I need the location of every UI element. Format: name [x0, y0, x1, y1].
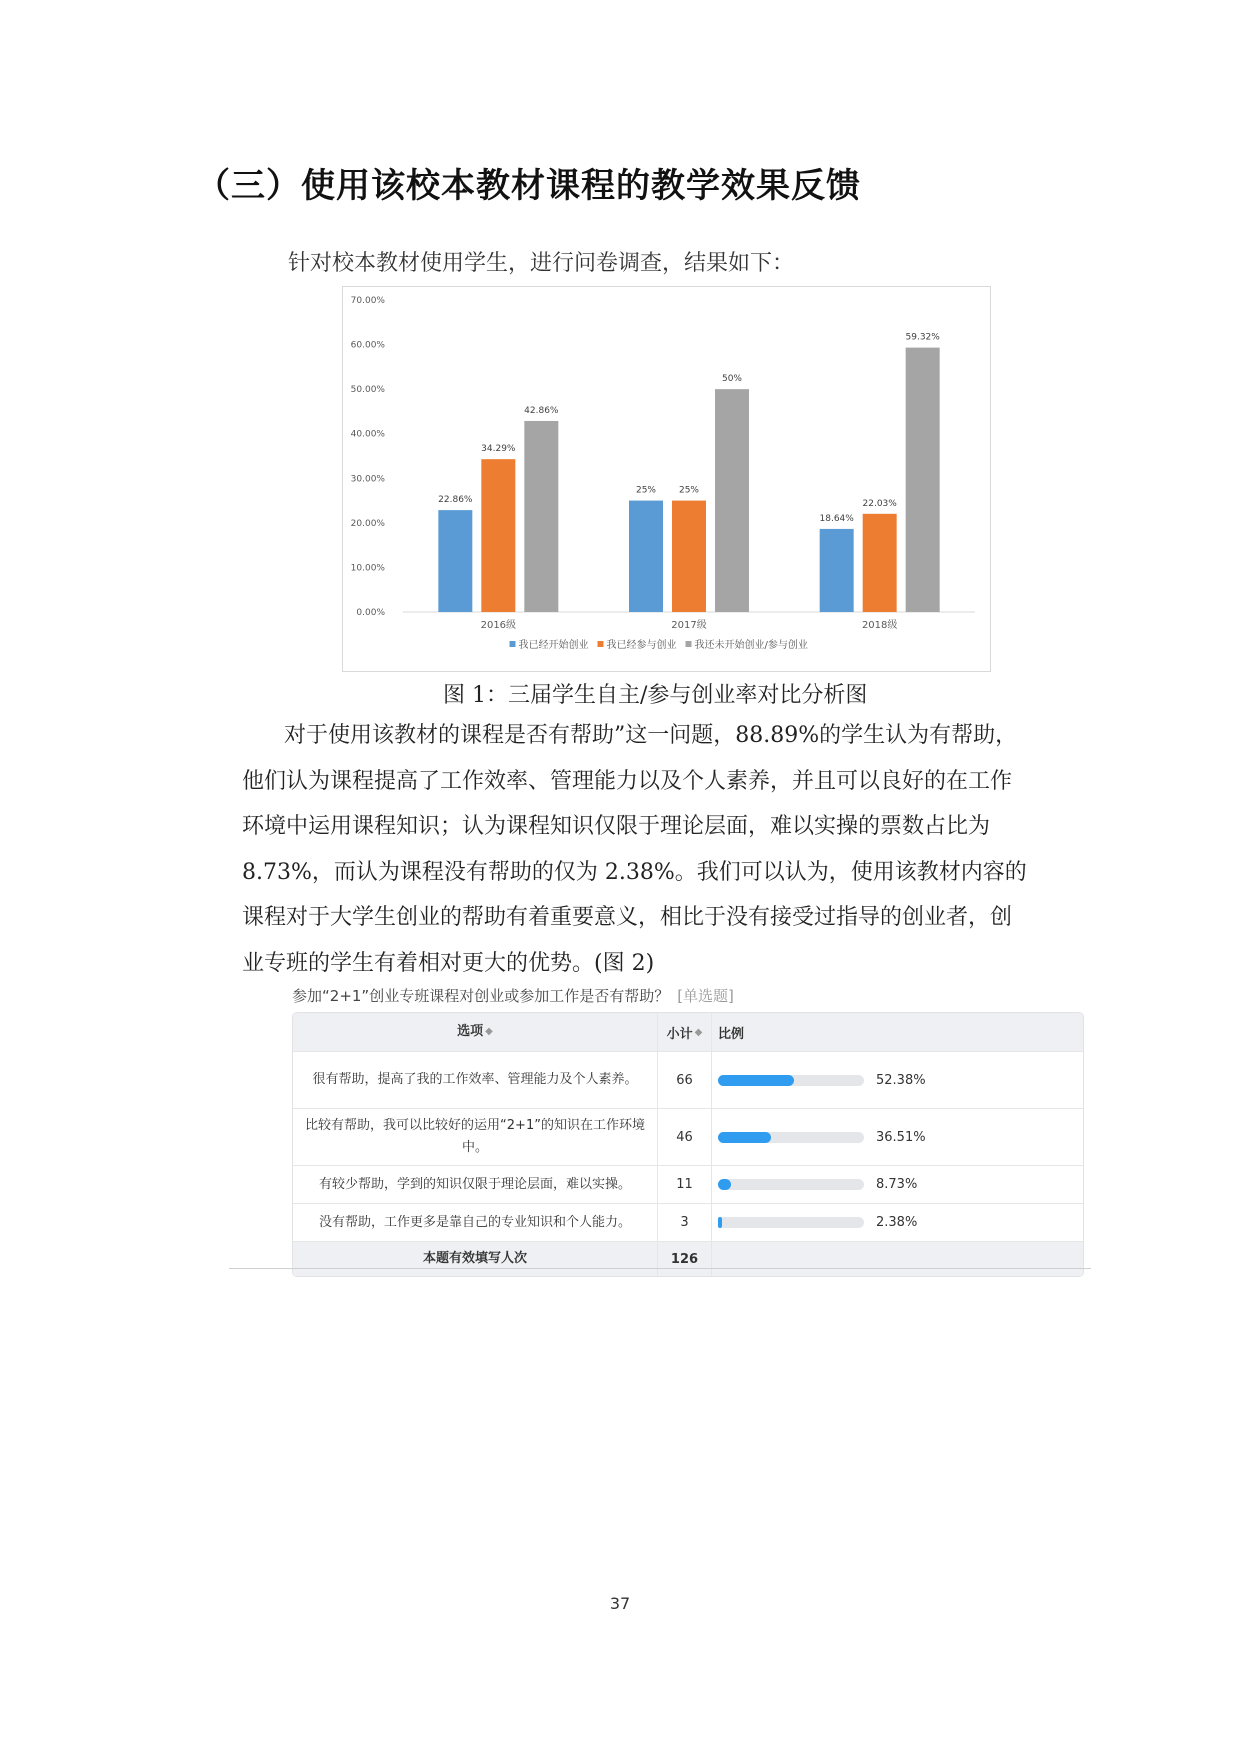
y-tick-label: 0.00% [356, 608, 385, 618]
bar [438, 510, 472, 612]
option-label: 比较有帮助，我可以比较好的运用“2+1”的知识在工作环境中。 [293, 1109, 658, 1165]
y-tick-label: 20.00% [350, 518, 385, 529]
progress-fill [718, 1132, 771, 1143]
bar [672, 501, 706, 612]
chart-canvas [343, 287, 990, 671]
survey-row [293, 1165, 1083, 1203]
y-tick-label: 40.00% [350, 429, 385, 440]
sort-icon: ◆ [485, 1026, 493, 1037]
survey-row [293, 1203, 1083, 1241]
horizontal-rule [229, 1268, 1091, 1269]
paragraph-line: 业专班的学生有着相对更大的优势。(图 2) [242, 950, 655, 976]
survey-question-text: 参加“2+1”创业专班课程对创业或参加工作是否有帮助？ [292, 987, 670, 1005]
data-label: 59.32% [905, 332, 940, 343]
data-label: 25% [678, 485, 700, 496]
figure-caption: 图 1：三届学生自主/参与创业率对比分析图 [443, 683, 868, 708]
total-label: 本题有效填写人次 [293, 1242, 658, 1276]
ratio-cell [712, 1204, 1083, 1241]
survey-footer-row [293, 1241, 1083, 1276]
progress-track [718, 1075, 864, 1086]
x-tick-label: 2016级 [480, 620, 517, 631]
option-count: 3 [658, 1204, 712, 1241]
survey-question [292, 985, 734, 1006]
option-label: 很有帮助，提高了我的工作效率、管理能力及个人素养。 [293, 1052, 658, 1108]
option-label: 有较少帮助，学到的知识仅限于理论层面，难以实操。 [293, 1166, 658, 1203]
paragraph-line: 他们认为课程提高了工作效率、管理能力以及个人素养，并且可以良好的在工作 [242, 768, 1013, 794]
survey-table [292, 1012, 1084, 1277]
bar [863, 514, 897, 612]
ratio-percent: 8.73% [876, 1177, 918, 1192]
intro-text: 针对校本教材使用学生，进行问卷调查，结果如下： [288, 251, 795, 276]
bar-chart [342, 286, 991, 672]
bar [629, 501, 663, 612]
y-tick-label: 30.00% [350, 474, 385, 485]
legend-swatch [686, 641, 692, 647]
option-count: 66 [658, 1052, 712, 1108]
paragraph-line: 对于使用该教材的课程是否有帮助”这一问题，88.89%的学生认为有帮助， [284, 723, 1018, 748]
paragraph-line: 8.73%，而认为课程没有帮助的仅为 2.38%。我们可以认为，使用该教材内容的 [242, 859, 1027, 885]
bar [820, 529, 854, 612]
footer-blank [712, 1242, 1083, 1276]
y-tick-label: 60.00% [350, 340, 385, 351]
ratio-percent: 36.51% [876, 1129, 926, 1145]
data-label: 25% [635, 485, 657, 496]
data-label: 18.64% [819, 513, 854, 524]
sort-icon: ◆ [694, 1026, 703, 1038]
progress-track [718, 1217, 864, 1228]
survey-header-row [293, 1013, 1083, 1051]
ratio-cell [712, 1166, 1083, 1203]
count-header[interactable] [658, 1013, 712, 1051]
legend-swatch [510, 641, 516, 647]
survey-row [293, 1051, 1083, 1108]
ratio-header: 比例 [718, 1026, 745, 1042]
survey-question-type: [单选题] [677, 987, 734, 1005]
data-label: 22.86% [438, 495, 473, 506]
progress-fill [718, 1075, 794, 1086]
option-label: 没有帮助，工作更多是靠自己的专业知识和个人能力。 [293, 1204, 658, 1241]
legend-label: 我已经参与创业 [606, 640, 677, 651]
count-header-label: 小计 [666, 1026, 693, 1042]
data-label: 50% [721, 374, 743, 385]
ratio-cell [712, 1052, 1083, 1108]
progress-fill [718, 1217, 722, 1228]
page-number: 37 [609, 1594, 631, 1613]
x-tick-label: 2018级 [861, 620, 898, 631]
paragraph-line: 环境中运用课程知识；认为课程知识仅限于理论层面，难以实操的票数占比为 [242, 814, 991, 840]
option-count: 46 [658, 1109, 712, 1165]
option-header-label: 选项 [457, 1024, 484, 1039]
y-tick-label: 10.00% [350, 563, 385, 574]
progress-track [718, 1132, 864, 1143]
ratio-cell [712, 1109, 1083, 1165]
option-header[interactable] [293, 1013, 658, 1051]
bar [715, 389, 749, 612]
legend-label: 我还未开始创业/参与创业 [694, 640, 808, 651]
body-paragraph [242, 713, 1052, 987]
paragraph-line: 课程对于大学生创业的帮助有着重要意义，相比于没有接受过指导的创业者，创 [242, 905, 1013, 931]
ratio-percent: 52.38% [876, 1072, 926, 1088]
y-tick-label: 70.00% [350, 296, 385, 306]
legend-swatch [598, 641, 604, 647]
x-tick-label: 2017级 [671, 620, 707, 631]
total-count: 126 [658, 1242, 712, 1276]
data-label: 22.03% [862, 498, 897, 509]
y-tick-label: 50.00% [350, 385, 385, 396]
option-count: 11 [658, 1166, 712, 1203]
progress-fill [718, 1179, 731, 1190]
survey-row [293, 1108, 1083, 1165]
ratio-percent: 2.38% [876, 1215, 918, 1230]
progress-track [718, 1179, 864, 1190]
data-label: 34.29% [481, 444, 516, 455]
bar [524, 421, 558, 612]
bar [906, 348, 940, 612]
bar [481, 459, 515, 612]
data-label: 42.86% [524, 405, 559, 416]
legend-label: 我已经开始创业 [518, 640, 589, 651]
section-heading: （三）使用该校本教材课程的教学效果反馈 [196, 166, 861, 206]
